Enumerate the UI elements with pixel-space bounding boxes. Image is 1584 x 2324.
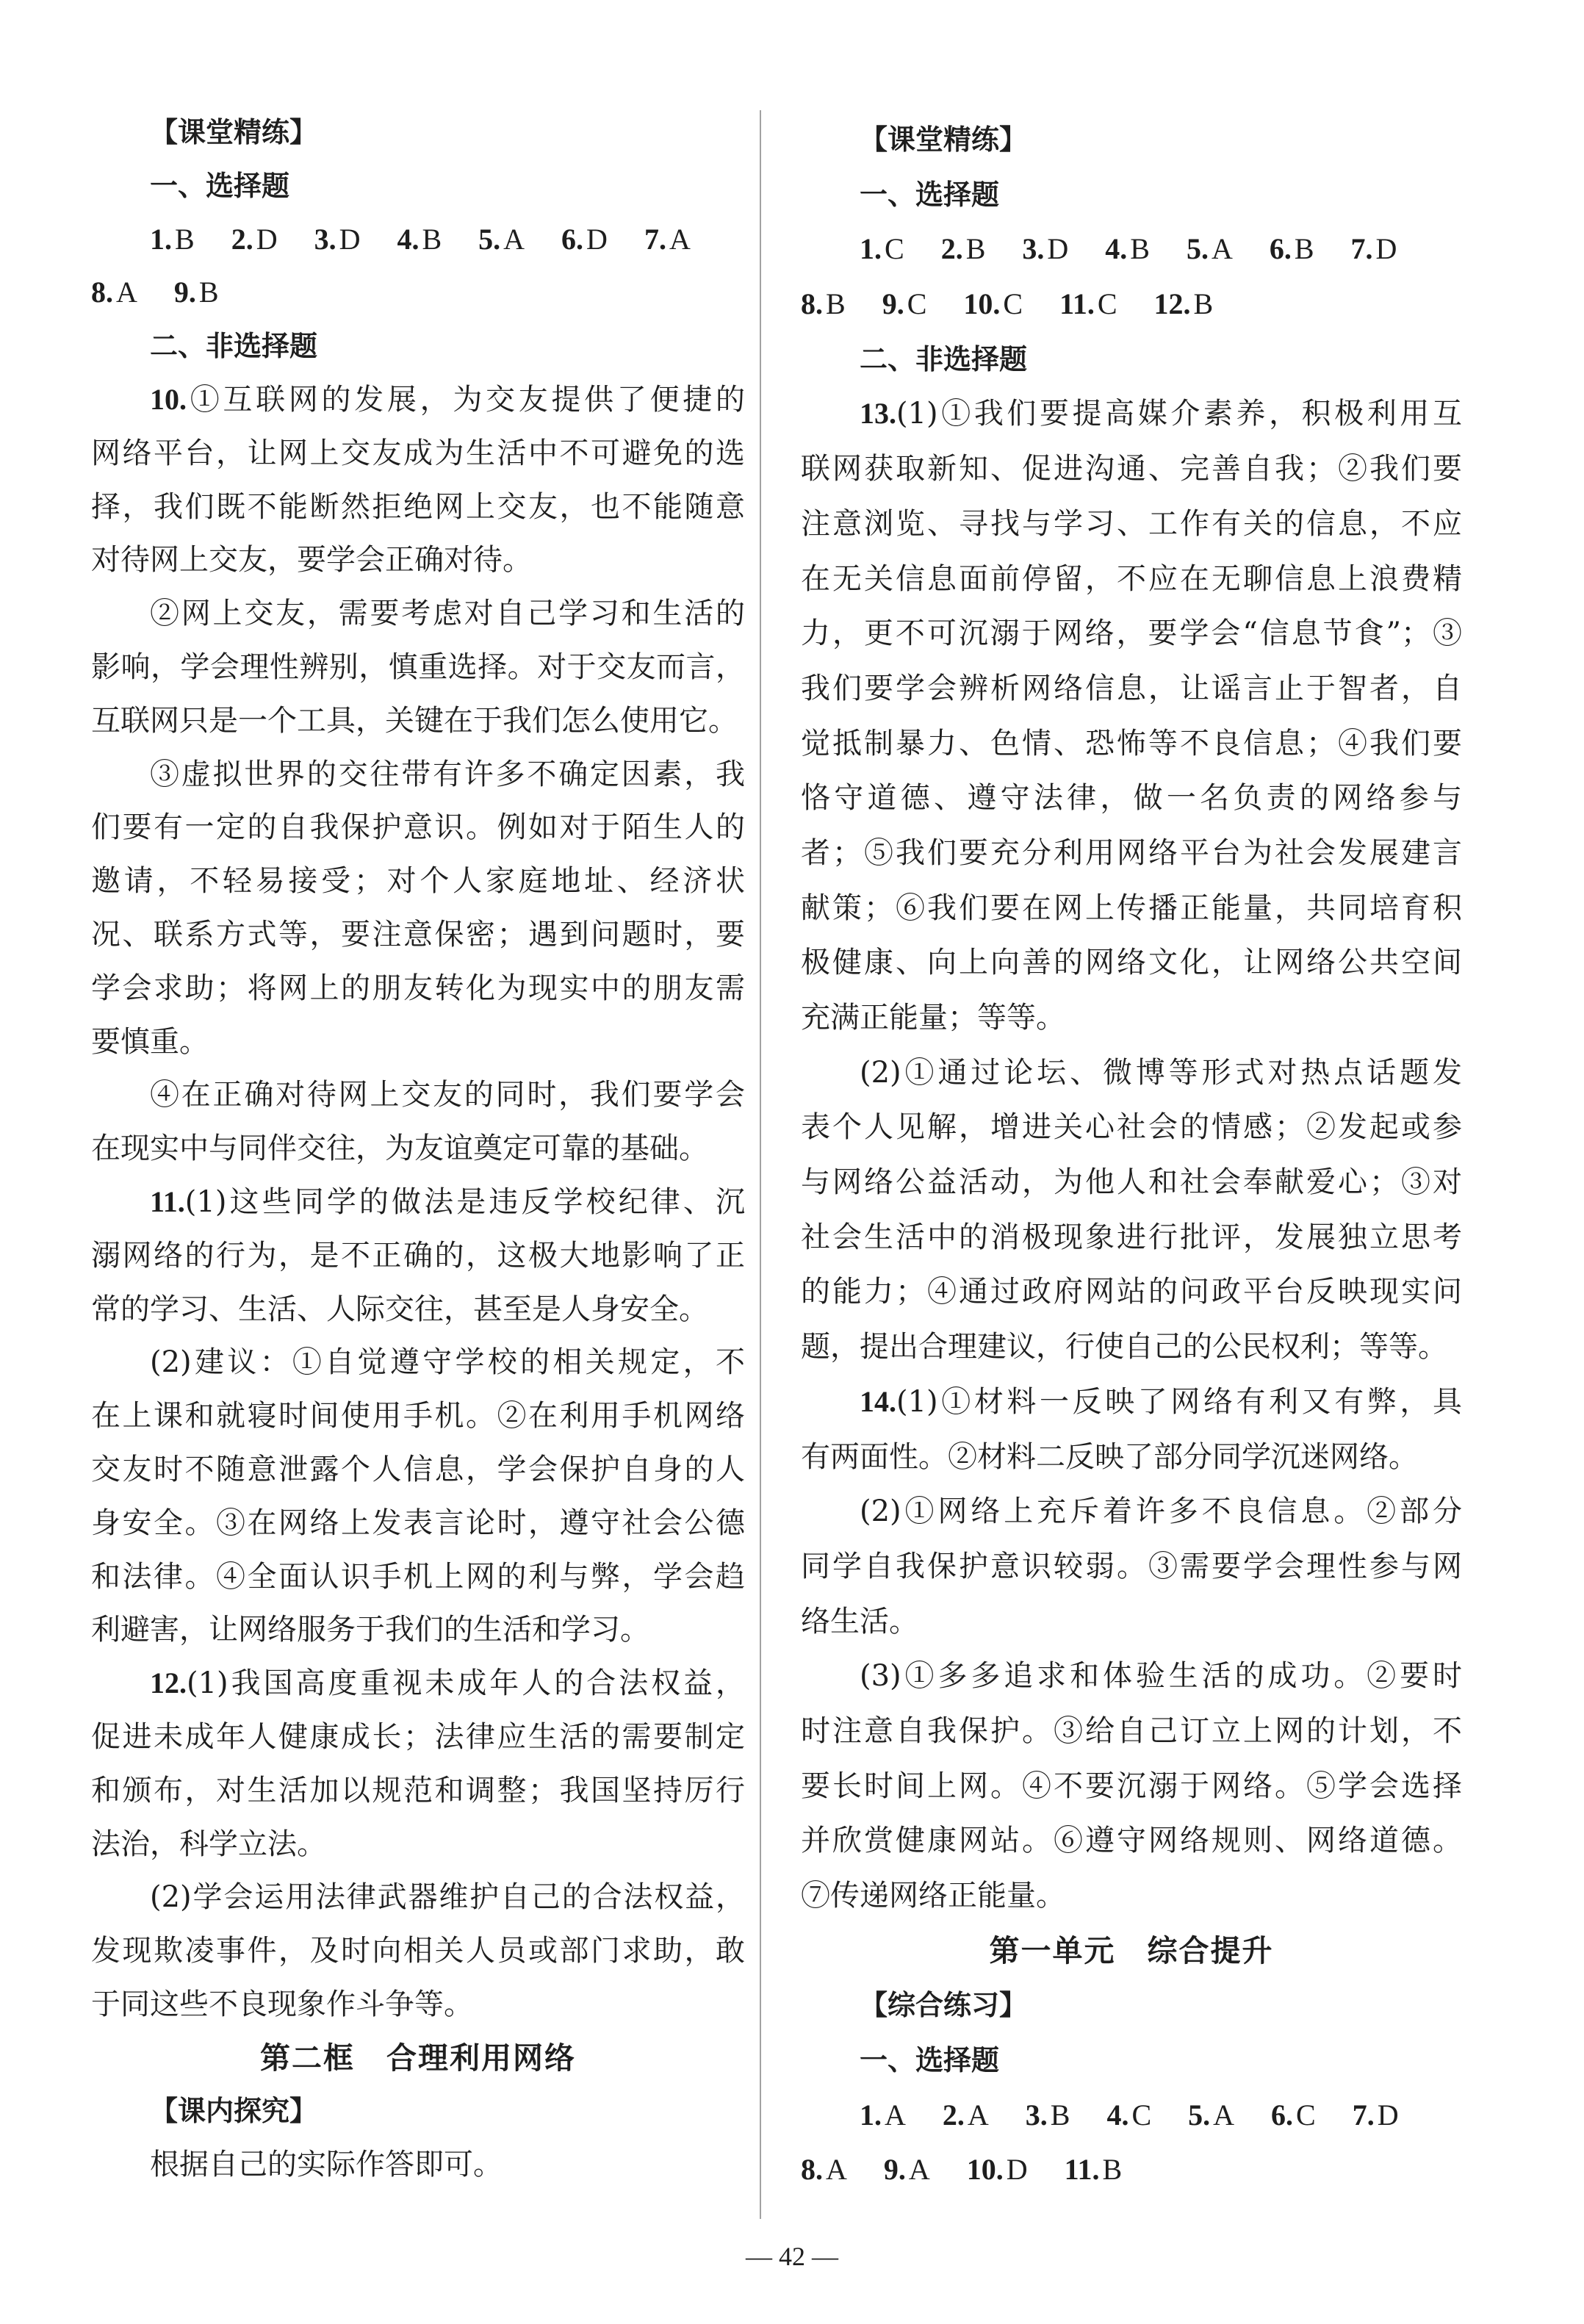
answer-paragraph	[91, 1871, 745, 2031]
line-text: 力，更不可沉溺于网络，要学会“信息节食”；③	[801, 616, 1462, 651]
answer-row	[91, 266, 745, 320]
answer-letter: C	[1131, 2098, 1152, 2131]
text-line	[91, 1550, 745, 1604]
answer-paragraph	[801, 1046, 1462, 1375]
line-text: 与网络公益活动，为他人和社会奉献爱心；③对	[801, 1165, 1462, 1200]
line-text: 利避害，让网络服务于我们的生活和学习。	[91, 1613, 649, 1647]
answer-item	[478, 213, 525, 267]
line-text: 题，提出合理建议，行使自己的公民权利；等等。	[801, 1330, 1447, 1364]
question-number: 11.	[1064, 2153, 1100, 2187]
question-number: 2.	[940, 232, 963, 266]
answer-letter: B	[422, 222, 442, 256]
line-text: (1)这些同学的做法是违反学校纪律、沉	[184, 1184, 745, 1219]
line-text: 恪守道德、遵守法律，做一名负责的网络参与	[801, 781, 1462, 816]
line-text: 时注意自我保护。③给自己订立上网的计划，不	[801, 1713, 1462, 1748]
answer-item	[314, 213, 361, 267]
text-line	[801, 1264, 1462, 1320]
question-number: 3.	[314, 222, 336, 256]
answer-item	[561, 213, 608, 267]
text-line	[91, 1603, 745, 1657]
question-number: 3.	[1022, 232, 1045, 266]
answer-paragraph	[91, 1336, 745, 1657]
line-text: 同学自我保护意识较弱。③需要学会理性参与网	[801, 1549, 1462, 1583]
question-number: 8.	[91, 276, 113, 309]
text-line	[91, 2138, 745, 2192]
line-text: 联网获取新知、促进沟通、完善自我；②我们要	[801, 452, 1462, 486]
text-line	[91, 587, 745, 641]
text-line	[801, 1594, 1462, 1650]
line-text: (2)①网络上充斥着许多不良信息。②部分	[860, 1494, 1462, 1529]
line-text: ④在正确对待网上交友的同时，我们要学会	[150, 1078, 745, 1112]
question-number: 5.	[1188, 2098, 1211, 2131]
text-line	[801, 1375, 1462, 1430]
line-text: 溺网络的行为，是不正确的，这极大地影响了正	[91, 1238, 745, 1273]
question-number: 10.	[966, 2153, 1004, 2187]
answer-item	[1154, 277, 1214, 332]
text-line	[91, 1015, 745, 1069]
column-divider	[760, 110, 761, 2219]
line-text: 要慎重。	[91, 1024, 209, 1059]
text-line	[801, 497, 1462, 552]
text-line	[801, 552, 1462, 607]
line-text: 要长时间上网。④不要沉溺于网络。⑤学会选择	[801, 1769, 1462, 1803]
question-number: 10.	[963, 287, 1001, 321]
section-heading: 【综合练习】	[860, 1989, 1028, 2022]
line-text: 络生活。	[801, 1604, 918, 1638]
line-text: (3)①多多追求和体验生活的成功。②要时	[860, 1659, 1462, 1694]
line-text: 注意浏览、寻找与学习、工作有关的信息，不应	[801, 506, 1462, 541]
section-heading: 二、非选择题	[860, 342, 1028, 375]
answer-letter: A	[826, 2153, 847, 2187]
line-text: 网络平台，让网上交友成为生活中不可避免的选	[91, 436, 745, 470]
line-text: (2)学会运用法律武器维护自己的合法权益，	[150, 1880, 745, 1915]
answer-letter: B	[1294, 232, 1314, 266]
answer-row	[801, 2088, 1462, 2143]
answer-letter: D	[256, 222, 278, 256]
answer-item	[1026, 2088, 1070, 2143]
text-line	[91, 1818, 745, 1871]
answer-item	[941, 222, 986, 277]
answer-item	[1187, 222, 1233, 277]
line-text: 互联网只是一个工具，关键在于我们怎么使用它。	[91, 703, 738, 738]
line-text: 社会生活中的消极现象进行批评，发展独立思考	[801, 1220, 1462, 1254]
answer-row	[801, 277, 1462, 332]
text-line	[91, 1764, 745, 1818]
left-column	[91, 106, 745, 2192]
answer-row	[91, 213, 745, 267]
answer-paragraph	[91, 587, 745, 747]
text-line	[91, 641, 745, 694]
answer-row	[801, 222, 1462, 277]
text-line	[801, 1046, 1462, 1101]
text-line	[801, 386, 1462, 442]
line-text: 充满正能量；等等。	[801, 1001, 1065, 1035]
question-number: 9.	[883, 2153, 906, 2187]
text-line	[801, 1210, 1462, 1265]
answer-item	[1351, 222, 1397, 277]
text-line	[801, 1813, 1462, 1868]
text-line	[801, 442, 1462, 497]
text-line	[91, 481, 745, 534]
answer-item	[882, 277, 927, 332]
line-text: 觉抵制暴力、色情、恐怖等不良信息；④我们要	[801, 726, 1462, 760]
text-line	[91, 1871, 745, 1924]
question-number: 5.	[1186, 232, 1209, 266]
question-number: 9.	[882, 287, 904, 321]
answer-item	[174, 266, 219, 320]
question-number: 1.	[860, 232, 882, 266]
section-heading: 一、选择题	[860, 2044, 1000, 2077]
line-text: (2)建议：①自觉遵守学校的相关规定，不	[150, 1345, 745, 1380]
answer-letter: A	[669, 222, 691, 256]
line-text: 和法律。④全面认识手机上网的利与弊，学会趋	[91, 1559, 745, 1594]
answer-letter: C	[1003, 287, 1023, 321]
text-line	[91, 908, 745, 962]
text-line	[91, 1657, 745, 1710]
line-text: 在无关信息面前停留，不应在无聊信息上浪费精	[801, 561, 1462, 596]
answer-letter: D	[1006, 2153, 1028, 2187]
question-number: 6.	[1269, 232, 1292, 266]
line-text: 有两面性。②材料二反映了部分同学沉迷网络。	[801, 1439, 1418, 1474]
question-number: 10.	[150, 382, 187, 416]
section-heading: 【课堂精练】	[860, 123, 1028, 156]
question-number: 5.	[478, 222, 501, 256]
answer-item	[884, 2143, 930, 2198]
answer-item	[1105, 222, 1150, 277]
answer-letter: B	[175, 222, 195, 256]
answer-letter: B	[1193, 287, 1214, 321]
line-text: 况、联系方式等，要注意保密；遇到问题时，要	[91, 917, 745, 951]
answer-letter: B	[826, 287, 846, 321]
question-number: 13.	[860, 397, 896, 431]
line-text: 身安全。③在网络上发表言论时，遵守社会公德	[91, 1505, 745, 1540]
answer-item	[1022, 222, 1068, 277]
question-number: 12.	[1153, 287, 1191, 321]
question-number: 2.	[231, 222, 253, 256]
section-heading: 一、选择题	[860, 178, 1000, 211]
text-line	[801, 935, 1462, 990]
line-text: 并欣赏健康网站。⑥遵守网络规则、网络道德。	[801, 1824, 1462, 1858]
answer-item	[1353, 2088, 1399, 2143]
answer-letter: C	[885, 232, 904, 266]
text-line	[801, 1759, 1462, 1814]
line-text: 于同这些不良现象作斗争等。	[91, 1987, 473, 2021]
line-text: 表个人见解，增进关心社会的情感；②发起或参	[801, 1110, 1462, 1145]
text-line	[801, 1649, 1462, 1704]
answer-paragraph	[91, 2138, 745, 2192]
text-line	[91, 1176, 745, 1229]
answer-letter: A	[1211, 232, 1233, 266]
chapter-title: 第一单元 综合提升	[989, 1932, 1274, 1968]
question-number: 4.	[397, 222, 420, 256]
line-text: 影响，学会理性辨别，慎重选择。对于交友而言，	[91, 650, 745, 684]
text-line	[801, 1100, 1462, 1155]
text-line	[91, 1924, 745, 1978]
answer-item	[91, 266, 137, 320]
answer-letter: A	[908, 2153, 930, 2187]
answer-item	[397, 213, 442, 267]
line-text: ②网上交友，需要考虑对自己学习和生活的	[150, 597, 745, 631]
text-line	[91, 1068, 745, 1122]
question-number: 8.	[801, 2153, 823, 2187]
answer-paragraph	[91, 1176, 745, 1336]
answer-item	[943, 2088, 989, 2143]
text-line	[801, 1484, 1462, 1539]
line-text: 献策；⑥我们要在网上传播正能量，共同培育积	[801, 891, 1462, 925]
answer-paragraph	[801, 1375, 1462, 1484]
line-text: 者；⑤我们要充分利用网络平台为社会发展建言	[801, 835, 1462, 870]
section-heading: 一、选择题	[150, 169, 290, 202]
line-text: 在现实中与同伴交往，为友谊奠定可靠的基础。	[91, 1132, 708, 1166]
question-number: 12.	[150, 1666, 187, 1700]
answer-item	[1059, 277, 1117, 332]
question-number: 7.	[644, 222, 666, 256]
line-text: 在上课和就寝时间使用手机。②在利用手机网络	[91, 1399, 745, 1433]
answer-letter: D	[1047, 232, 1069, 266]
line-text: 常的学习、生活、人际交往，甚至是人身安全。	[91, 1292, 708, 1326]
answer-letter: A	[116, 276, 137, 309]
line-text: 们要有一定的自我保护意识。例如对于陌生人的	[91, 810, 745, 845]
line-text: 邀请，不轻易接受；对个人家庭地址、经济状	[91, 864, 745, 899]
answer-letter: C	[907, 287, 927, 321]
answer-letter: C	[1296, 2098, 1316, 2131]
answer-paragraph	[801, 1484, 1462, 1649]
answer-item	[1271, 2088, 1316, 2143]
answer-letter: B	[965, 232, 986, 266]
answer-letter: A	[503, 222, 525, 256]
answer-letter: A	[1213, 2098, 1235, 2131]
answer-letter: D	[586, 222, 608, 256]
text-line	[801, 990, 1462, 1046]
text-line	[91, 855, 745, 908]
line-text: 交友时不随意泄露个人信息，学会保护自身的人	[91, 1452, 745, 1486]
line-text: (1)我国高度重视未成年人的合法权益，	[187, 1666, 745, 1701]
text-line	[91, 427, 745, 481]
text-line	[801, 1868, 1462, 1924]
answer-paragraph	[801, 386, 1462, 1045]
text-line	[91, 1978, 745, 2032]
line-text: 根据自己的实际作答即可。	[150, 2148, 503, 2182]
question-number: 11.	[1059, 287, 1095, 321]
text-line	[91, 1336, 745, 1389]
question-number: 4.	[1106, 2098, 1129, 2131]
text-line	[801, 771, 1462, 826]
text-line	[91, 1229, 745, 1283]
answer-item	[967, 2143, 1028, 2198]
text-line	[91, 1443, 745, 1497]
text-line	[91, 373, 745, 427]
line-text: ⑦传递网络正能量。	[801, 1879, 1065, 1913]
answer-item	[644, 213, 691, 267]
question-number: 14.	[860, 1384, 896, 1418]
question-number: 4.	[1105, 232, 1128, 266]
answer-paragraph	[91, 748, 745, 1069]
answer-item	[801, 277, 846, 332]
question-number: 2.	[942, 2098, 965, 2131]
text-line	[801, 661, 1462, 716]
line-text: 我们要学会辨析网络信息，让谣言止于智者，自	[801, 671, 1462, 705]
line-text: (1)①材料一反映了网络有利又有弊，具	[896, 1384, 1462, 1419]
question-number: 11.	[150, 1184, 185, 1218]
text-line	[91, 962, 745, 1015]
text-line	[801, 716, 1462, 771]
line-text: 法治，科学立法。	[91, 1827, 326, 1861]
line-text: 学会求助；将网上的朋友转化为现实中的朋友需	[91, 971, 745, 1005]
answer-item	[963, 277, 1023, 332]
text-line	[91, 1283, 745, 1337]
text-line	[801, 826, 1462, 881]
question-number: 8.	[801, 287, 823, 321]
question-number: 6.	[561, 222, 584, 256]
section-heading: 【课内探究】	[150, 2095, 318, 2128]
chapter-title: 第二框 合理利用网络	[260, 2040, 576, 2076]
answer-item	[150, 213, 195, 267]
text-line	[91, 1389, 745, 1443]
text-line	[801, 606, 1462, 661]
line-text: ③虚拟世界的交往带有许多不确定因素，我	[150, 757, 745, 791]
answer-item	[1188, 2088, 1234, 2143]
text-line	[91, 694, 745, 748]
answer-paragraph	[91, 373, 745, 587]
line-text: ①互联网的发展，为交友提供了便捷的	[187, 382, 745, 417]
answer-letter: B	[1050, 2098, 1070, 2131]
answer-letter: B	[198, 276, 219, 309]
answer-item	[1065, 2143, 1122, 2198]
answer-paragraph	[91, 1068, 745, 1176]
question-number: 1.	[860, 2098, 882, 2131]
question-number: 9.	[173, 276, 196, 309]
text-line	[91, 1710, 745, 1764]
answer-paragraph	[91, 1657, 745, 1871]
text-line	[801, 1320, 1462, 1375]
text-line	[801, 881, 1462, 936]
right-column	[801, 112, 1462, 2198]
answer-letter: C	[1097, 287, 1117, 321]
answer-letter: D	[1375, 232, 1397, 266]
answer-letter: D	[1377, 2098, 1399, 2131]
section-heading: 二、非选择题	[150, 330, 318, 363]
text-line	[801, 1704, 1462, 1759]
line-text: 对待网上交友，要学会正确对待。	[91, 543, 532, 578]
line-text: 的能力；④通过政府网站的问政平台反映现实问	[801, 1275, 1462, 1309]
answer-item	[801, 2143, 847, 2198]
answer-letter: A	[967, 2098, 989, 2131]
answer-letter: B	[1130, 232, 1150, 266]
text-line	[801, 1155, 1462, 1210]
answer-letter: A	[885, 2098, 906, 2131]
question-number: 7.	[1352, 2098, 1375, 2131]
answer-item	[231, 213, 278, 267]
line-text: (2)①通过论坛、微博等形式对热点话题发	[860, 1055, 1462, 1090]
line-text: (1)①我们要提高媒介素养，积极利用互	[896, 397, 1462, 431]
line-text: 极健康、向上向善的网络文化，让网络公共空间	[801, 946, 1462, 980]
line-text: 发现欺凌事件，及时向相关人员或部门求助，敢	[91, 1934, 745, 1968]
section-heading: 【课堂精练】	[150, 116, 318, 148]
text-line	[91, 748, 745, 802]
answer-paragraph	[801, 1649, 1462, 1923]
question-number: 1.	[150, 222, 172, 256]
question-number: 7.	[1350, 232, 1373, 266]
answer-letter: B	[1102, 2153, 1123, 2187]
text-line	[91, 1122, 745, 1176]
answer-item	[1106, 2088, 1151, 2143]
line-text: 和颁布，对生活加以规范和调整；我国坚持厉行	[91, 1773, 745, 1807]
answer-item	[860, 2088, 906, 2143]
text-line	[91, 533, 745, 587]
page-number: — 42 —	[746, 2242, 838, 2271]
text-line	[91, 801, 745, 855]
answer-item	[1270, 222, 1314, 277]
answer-item	[860, 222, 904, 277]
text-line	[91, 1497, 745, 1550]
answer-letter: D	[339, 222, 361, 256]
question-number: 3.	[1025, 2098, 1048, 2131]
text-line	[801, 1430, 1462, 1485]
line-text: 促进未成年人健康成长；法律应生活的需要制定	[91, 1719, 745, 1754]
question-number: 6.	[1271, 2098, 1294, 2131]
text-line	[801, 1539, 1462, 1594]
line-text: 择，我们既不能断然拒绝网上交友，也不能随意	[91, 489, 745, 524]
answer-row	[801, 2143, 1462, 2198]
